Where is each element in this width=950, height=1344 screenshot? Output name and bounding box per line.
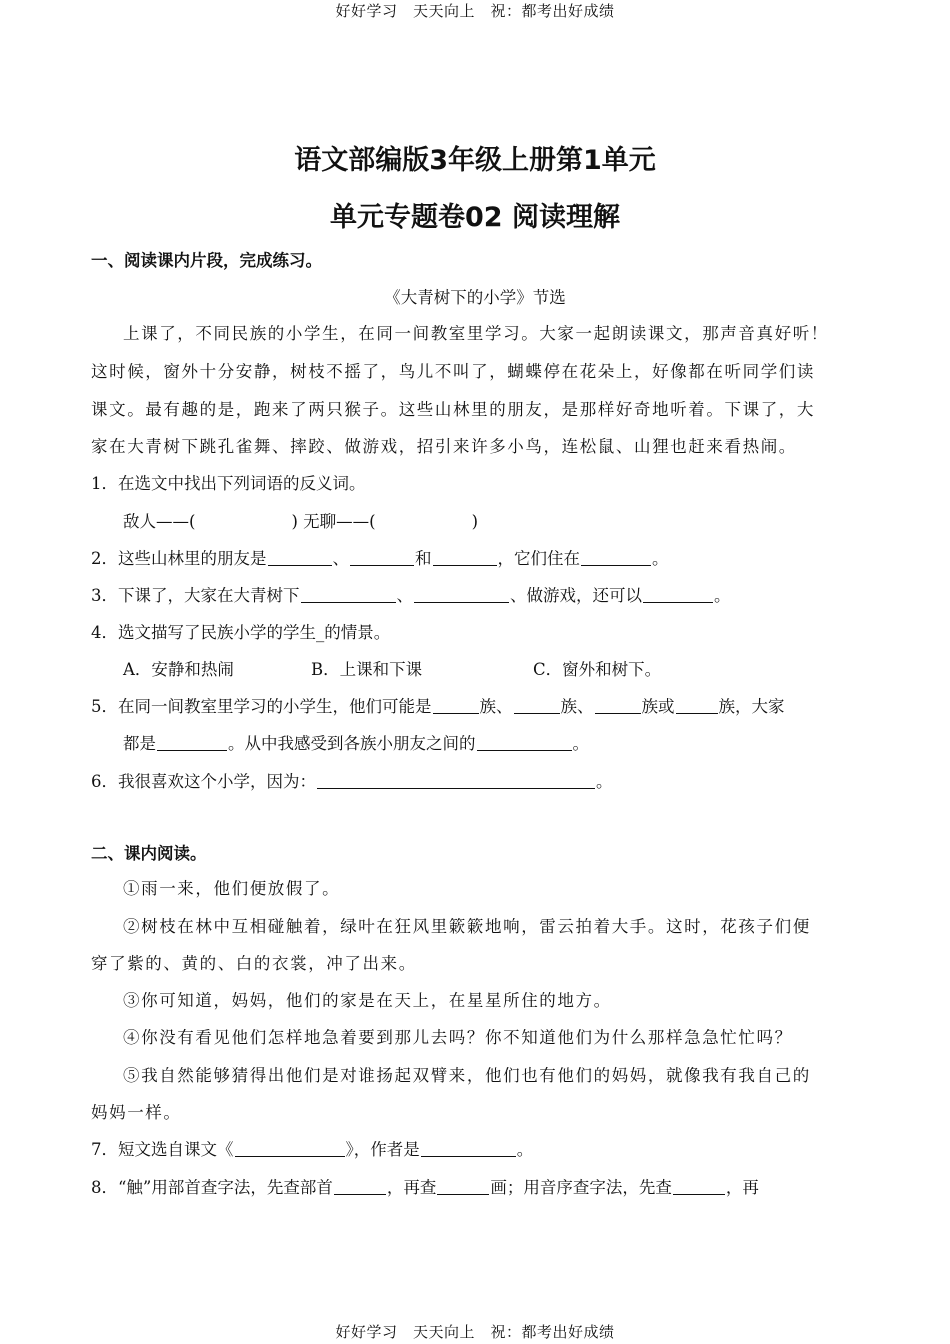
answer-blank[interactable] xyxy=(581,549,651,566)
answer-blank[interactable] xyxy=(235,1140,345,1157)
answer-blank[interactable] xyxy=(334,1178,386,1195)
q6-text-2: 。 xyxy=(596,772,613,791)
q7-text-1: 7．短文选自课文《 xyxy=(91,1140,234,1159)
option-c[interactable]: C．窗外和树下。 xyxy=(533,660,662,679)
answer-blank[interactable] xyxy=(301,586,396,603)
q8-text-2: ，再查 xyxy=(386,1178,437,1197)
q2-text-1: 2．这些山林里的朋友是 xyxy=(91,549,267,568)
q8-text-3: 画；用音序查字法，先查 xyxy=(490,1178,672,1197)
question-5-line-1 xyxy=(91,696,785,718)
question-2 xyxy=(91,548,669,570)
q3-text-4: 。 xyxy=(714,586,731,605)
q5-text-5: 族，大家 xyxy=(718,697,785,716)
q5-text-4: 族或 xyxy=(641,697,675,716)
q5-text-2: 族、 xyxy=(479,697,513,716)
answer-blank[interactable] xyxy=(673,1178,725,1195)
question-4-options xyxy=(123,659,661,681)
answer-blank[interactable] xyxy=(433,697,479,714)
s2-paragraph-2-cont: 穿了紫的、黄的、白的衣裳，冲了出来。 xyxy=(91,954,417,973)
question-1-answers xyxy=(123,511,478,533)
question-3 xyxy=(91,585,731,607)
answer-blank[interactable] xyxy=(317,772,595,789)
q3-text-3: 、做游戏，还可以 xyxy=(510,586,642,605)
question-1: 1．在选文中找出下列词语的反义词。 xyxy=(91,474,366,493)
q7-text-3: 。 xyxy=(516,1140,534,1159)
page-header: 好好学习 天天向上 祝：都考出好成绩 xyxy=(335,2,615,20)
answer-blank[interactable] xyxy=(414,586,509,603)
answer-blank[interactable] xyxy=(514,697,560,714)
answer-blank[interactable] xyxy=(421,1140,516,1157)
s2-paragraph-3: ③你可知道，妈妈，他们的家是在天上，在星星所住的地方。 xyxy=(123,991,612,1010)
s2-paragraph-5-cont: 妈妈一样。 xyxy=(91,1103,182,1122)
question-6 xyxy=(91,771,613,793)
answer-blank[interactable] xyxy=(643,586,713,603)
page-title: 语文部编版3年级上册第1单元 xyxy=(294,145,656,176)
section-1-heading: 一、阅读课内片段，完成练习。 xyxy=(91,251,322,270)
passage-line-1: 上课了，不同民族的小学生，在同一间教室里学习。大家一起朗读课文，那声音真好听！ xyxy=(123,324,829,343)
option-a[interactable]: A．安静和热闹 xyxy=(123,660,234,679)
q6-text-1: 6．我很喜欢这个小学，因为： xyxy=(91,772,316,791)
s2-paragraph-5: ⑤我自然能够猜得出他们是对谁扬起双臂来，他们也有他们的妈妈，就像我有我自己的 xyxy=(123,1066,811,1085)
answer-blank[interactable] xyxy=(157,734,227,751)
answer-blank[interactable] xyxy=(437,1178,489,1195)
q1-word-b-end: ) xyxy=(471,512,478,531)
q2-text-5: 。 xyxy=(652,549,669,568)
s2-paragraph-2: ②树枝在林中互相碰触着，绿叶在狂风里簌簌地响，雷云拍着大手。这时，花孩子们便 xyxy=(123,917,811,936)
s2-paragraph-1: ①雨一来，他们便放假了。 xyxy=(123,879,341,898)
q2-text-3: 和 xyxy=(415,549,432,568)
q2-text-2: 、 xyxy=(332,549,349,568)
answer-blank[interactable] xyxy=(350,549,414,566)
answer-blank[interactable] xyxy=(595,697,641,714)
q7-text-2: 》，作者是 xyxy=(345,1140,420,1159)
question-7 xyxy=(91,1139,533,1161)
s2-paragraph-4: ④你没有看见他们怎样地急着要到那儿去吗？你不知道他们为什么那样急急忙忙吗？ xyxy=(123,1028,793,1047)
answer-blank[interactable] xyxy=(433,549,497,566)
section-2-heading: 二、课内阅读。 xyxy=(91,844,207,863)
q8-text-4: ，再 xyxy=(725,1178,759,1197)
passage-line-3: 课文。最有趣的是，跑来了两只猴子。这些山林里的朋友，是那样好奇地听着。下课了，大 xyxy=(91,400,815,419)
q1-word-b: 无聊——( xyxy=(303,512,376,531)
q8-text-1: 8．“触”用部首查字法，先查部首 xyxy=(91,1178,333,1197)
q3-text-2: 、 xyxy=(396,586,413,605)
answer-blank[interactable] xyxy=(477,734,572,751)
answer-blank[interactable] xyxy=(268,549,332,566)
question-5-line-2 xyxy=(123,733,589,755)
answer-blank[interactable] xyxy=(676,697,718,714)
passage-line-4: 家在大青树下跳孔雀舞、摔跤、做游戏，招引来许多小鸟，连松鼠、山狸也赶来看热闹。 xyxy=(91,437,797,456)
passage-line-2: 这时候，窗外十分安静，树枝不摇了，鸟儿不叫了，蝴蝶停在花朵上，好像都在听同学们读 xyxy=(91,362,815,381)
q5-text-8: 。 xyxy=(572,734,589,753)
q5-text-1: 5．在同一间教室里学习的小学生，他们可能是 xyxy=(91,697,432,716)
question-4: 4．选文描写了民族小学的学生_的情景。 xyxy=(91,623,391,642)
q5-text-6: 都是 xyxy=(123,734,156,753)
option-b[interactable]: B．上课和下课 xyxy=(311,660,423,679)
page-footer: 好好学习 天天向上 祝：都考出好成绩 xyxy=(335,1323,615,1341)
q5-text-7: 。从中我感受到各族小朋友之间的 xyxy=(228,734,476,753)
passage-title: 《大青树下的小学》节选 xyxy=(384,288,566,307)
question-8 xyxy=(91,1177,759,1199)
page-subtitle: 单元专题卷02 阅读理解 xyxy=(330,202,620,233)
q5-text-3: 族、 xyxy=(560,697,594,716)
q1-word-a-end: ) xyxy=(291,512,298,531)
q3-text-1: 3．下课了，大家在大青树下 xyxy=(91,586,300,605)
q1-word-a: 敌人——( xyxy=(123,512,196,531)
q2-text-4: ，它们住在 xyxy=(497,549,580,568)
